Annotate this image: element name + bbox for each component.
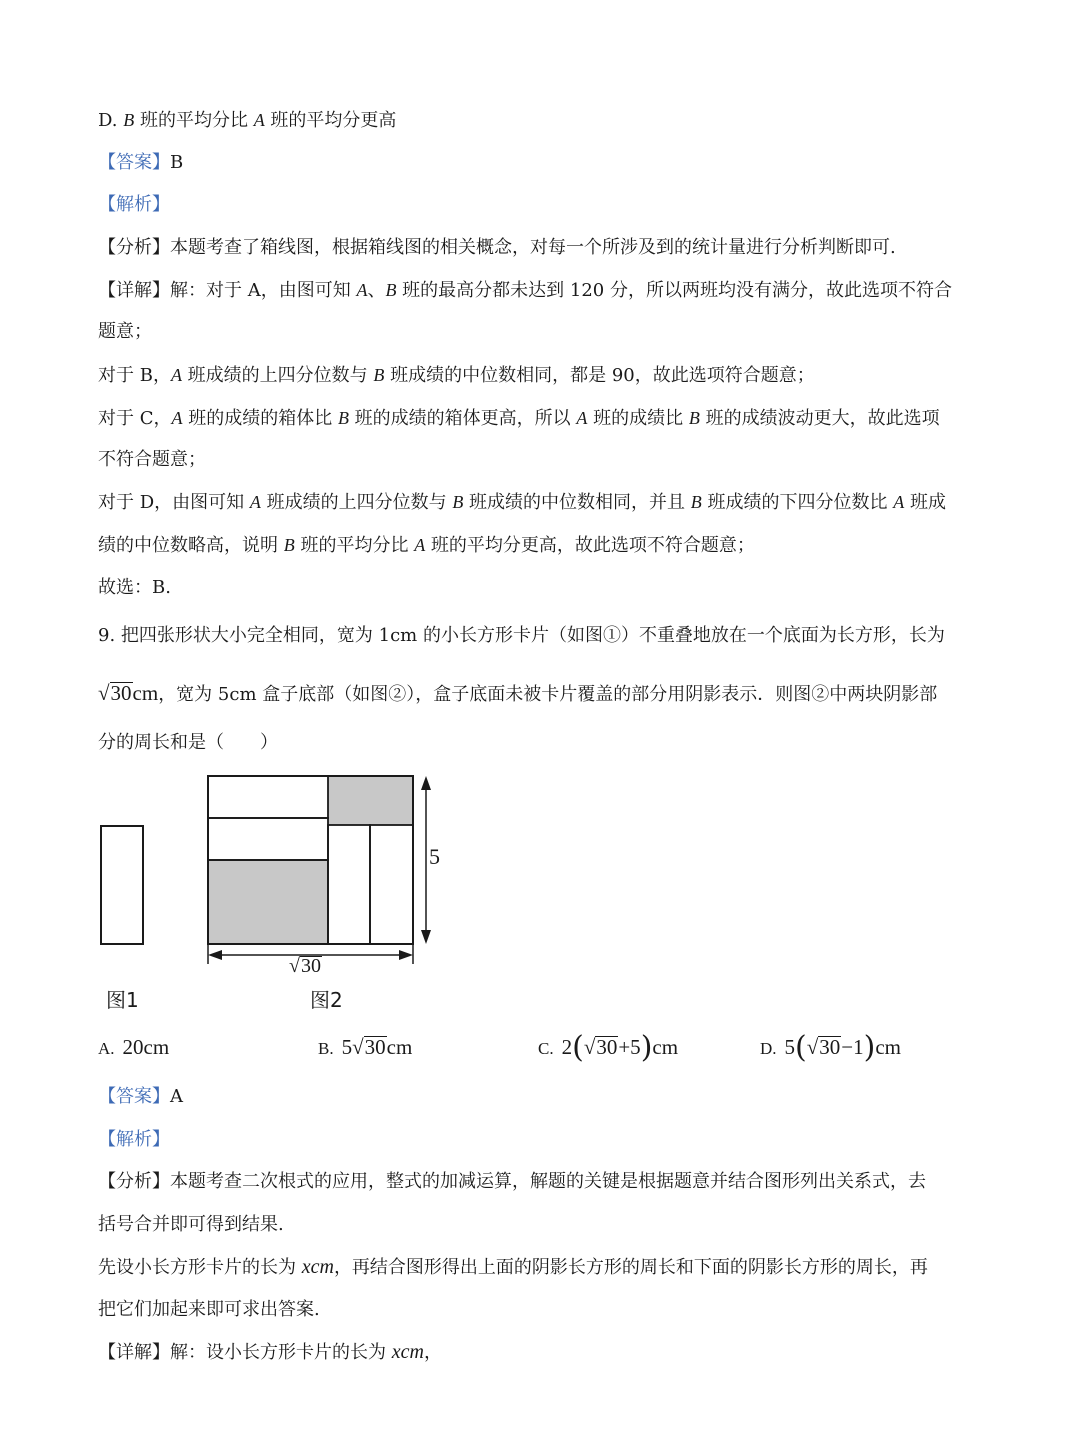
fig2-card-top — [208, 776, 328, 818]
choice-line: 故选：B. — [98, 577, 171, 598]
question-9-line-3: 分的周长和是（ ） — [98, 732, 278, 753]
question-9-line-1: 9. 把四张形状大小完全相同，宽为 1cm 的小长方形卡片（如图①）不重叠地放在一个底面为长方形，长为 — [98, 625, 945, 646]
option-d[interactable]: D. 5(√30−1)cm — [760, 1030, 901, 1065]
option-d-line: D. B 班的平均分比 A 班的平均分更高 — [98, 110, 397, 131]
height-arrow-top — [421, 776, 431, 790]
height-arrow-bottom — [421, 930, 431, 944]
analysis-heading: 【解析】 — [98, 194, 170, 215]
fig2-label: 图2 — [310, 988, 343, 1012]
detail-line-6: 对于 D，由图可知 A 班成绩的上四分位数与 B 班成绩的中位数相同，并且 B 班成绩的下四分位数比 A 班成 — [98, 492, 946, 513]
method-line-1: 先设小长方形卡片的长为 xcm，再结合图形得出上面的阴影长方形的周长和下面的阴影长方形的周长，再 — [98, 1256, 928, 1278]
detail-line-5: 不符合题意； — [98, 449, 206, 470]
option-c[interactable]: C. 2(√30+5)cm — [538, 1030, 679, 1065]
analysis-summary-9-cont: 括号合并即可得到结果. — [98, 1214, 284, 1235]
answer-line-9: 【答案】A — [98, 1086, 183, 1107]
fig2-card-vertical-left — [328, 825, 370, 944]
height-label: 5 — [429, 844, 440, 869]
fig1-label: 图1 — [106, 988, 139, 1012]
answer-line: 【答案】B — [98, 152, 184, 173]
analysis-summary-9: 【分析】本题考查二次根式的应用，整式的加减运算，解题的关键是根据题意并结合图形列出关系式，去 — [98, 1171, 926, 1192]
question-9-line-2: √30cm，宽为 5cm 盒子底部（如图②），盒子底面未被卡片覆盖的部分用阴影表示．则图②中两块阴影部 — [98, 681, 938, 705]
method-line-2: 把它们加起来即可求出答案. — [98, 1299, 320, 1320]
detail-line-7: 绩的中位数略高，说明 B 班的平均分比 A 班的平均分更高，故此选项不符合题意； — [98, 535, 755, 556]
fig2-shade-top — [328, 776, 413, 825]
fig1-card — [101, 826, 143, 944]
detail-line-2: 题意； — [98, 321, 152, 342]
fig2-shade-bottom — [208, 860, 328, 944]
option-a[interactable]: A. 20cm — [98, 1035, 170, 1059]
detail-line-3: 对于 B，A 班成绩的上四分位数与 B 班成绩的中位数相同，都是 90，故此选项符合题意； — [98, 365, 815, 386]
fig2-card-second — [208, 818, 328, 860]
fig2-card-vertical-right — [370, 825, 413, 944]
width-label: √30 — [289, 955, 321, 977]
detail-line-9: 【详解】解：设小长方形卡片的长为 xcm， — [98, 1341, 442, 1363]
width-arrow-right — [399, 950, 413, 960]
detail-line-1: 【详解】解：对于 A，由图可知 A、B 班的最高分都未达到 120 分，所以两班均没有满分，故此选项不符合 — [98, 280, 952, 301]
width-arrow-left — [208, 950, 222, 960]
analysis-summary: 【分析】本题考查了箱线图，根据箱线图的相关概念，对每一个所涉及到的统计量进行分析判断即可. — [98, 237, 896, 258]
detail-line-4: 对于 C，A 班的成绩的箱体比 B 班的成绩的箱体更高，所以 A 班的成绩比 B 班的成绩波动更大，故此选项 — [98, 408, 940, 429]
option-b[interactable]: B. 5√30cm — [318, 1035, 413, 1059]
analysis-heading-9: 【解析】 — [98, 1129, 170, 1150]
